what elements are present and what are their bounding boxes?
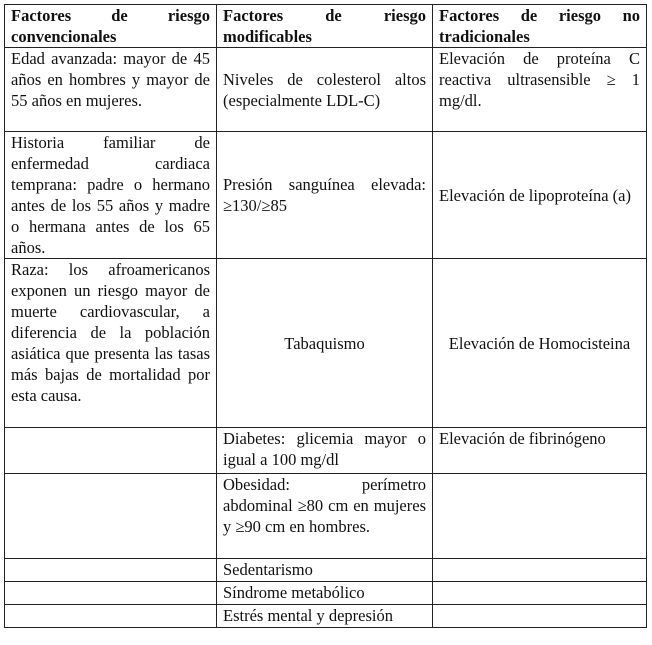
cell-modifiable: Niveles de colesterol altos (especialmente LDL-C) [217, 48, 433, 132]
header-non-traditional: Factores de riesgo no tradicionales [433, 5, 647, 48]
cell-modifiable: Síndrome metabólico [217, 582, 433, 605]
table-row [5, 474, 647, 559]
cell-conventional: Historia familiar de enfermedad cardiaca temprana: padre o hermano antes de los 55 años y madre o hermana antes de los 65 años. [5, 132, 217, 259]
cell-conventional [5, 474, 217, 559]
cell-conventional: Raza: los afroamericanos exponen un riesgo mayor de muerte cardiovascular, a diferencia de la población asiática que presenta las tasas más bajas de mortalidad por esta causa. [5, 259, 217, 428]
risk-factors-table-container [4, 4, 646, 628]
header-modifiable: Factores de riesgo modificables [217, 5, 433, 48]
table-row [5, 428, 647, 474]
cell-modifiable: Diabetes: glicemia mayor o igual a 100 mg/dl [217, 428, 433, 474]
table-row [5, 48, 647, 132]
table-row [5, 582, 647, 605]
table-row [5, 259, 647, 428]
cell-non-traditional: Elevación de Homocisteina [433, 259, 647, 428]
cell-conventional [5, 559, 217, 582]
cell-non-traditional: Elevación de proteína C reactiva ultrasensible ≥ 1 mg/dl. [433, 48, 647, 132]
cell-modifiable: Tabaquismo [217, 259, 433, 428]
cell-non-traditional: Elevación de fibrinógeno [433, 428, 647, 474]
cell-conventional [5, 605, 217, 628]
table-row [5, 605, 647, 628]
cell-conventional [5, 428, 217, 474]
header-conventional: Factores de riesgo convencionales [5, 5, 217, 48]
cell-non-traditional: Elevación de lipoproteína (a) [433, 132, 647, 259]
cell-non-traditional [433, 559, 647, 582]
cell-conventional [5, 582, 217, 605]
table-row [5, 559, 647, 582]
cell-modifiable: Estrés mental y depresión [217, 605, 433, 628]
table-row [5, 132, 647, 259]
cell-non-traditional [433, 605, 647, 628]
cell-non-traditional [433, 474, 647, 559]
table-header-row [5, 5, 647, 48]
cell-conventional: Edad avanzada: mayor de 45 años en hombres y mayor de 55 años en mujeres. [5, 48, 217, 132]
cell-non-traditional [433, 582, 647, 605]
cell-modifiable: Obesidad: perímetro abdominal ≥80 cm en mujeres y ≥90 cm en hombres. [217, 474, 433, 559]
cell-modifiable: Presión sanguínea elevada: ≥130/≥85 [217, 132, 433, 259]
risk-factors-table [4, 4, 647, 628]
cell-modifiable: Sedentarismo [217, 559, 433, 582]
